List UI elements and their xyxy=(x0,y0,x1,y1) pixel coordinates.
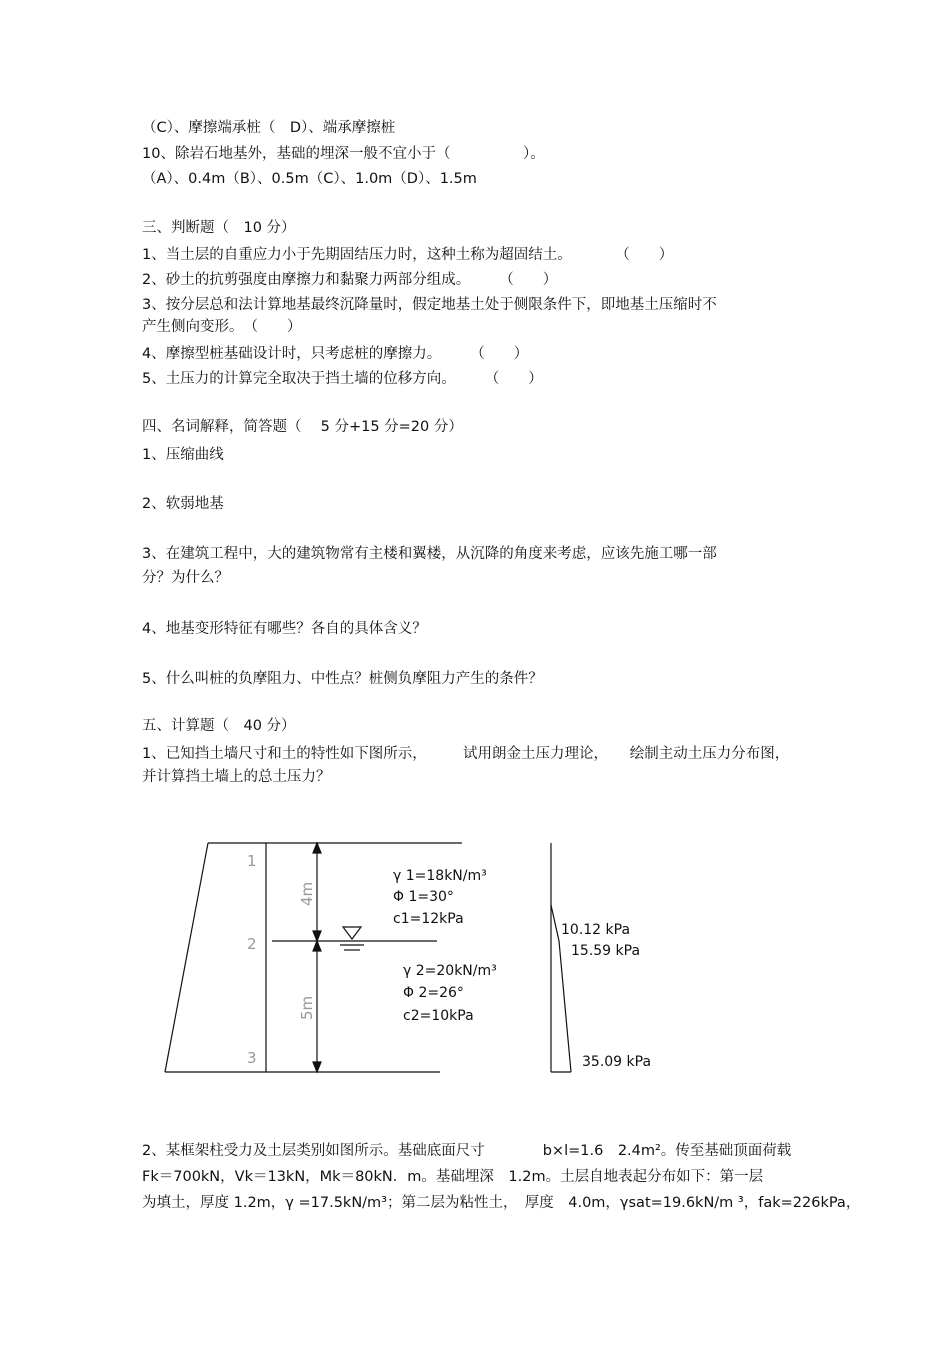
pressure-label-2: 15.59 kPa xyxy=(571,943,641,959)
short-item-3: 3、在建筑工程中，大的建筑物常有主楼和翼楼，从沉降的角度来考虑，应该先施工哪一部 xyxy=(142,546,717,562)
layer1-gamma: γ 1=18kN/m³ xyxy=(393,868,487,884)
judge-item-5: 5、土压力的计算完全取决于挡土墙的位移方向。 （ ） xyxy=(142,371,543,387)
layer2-c: c2=10kPa xyxy=(403,1008,474,1024)
calc-q2-line3: 为填土，厚度 1.2m，γ =17.5kN/m³；第二层为粘性土， 厚度 4.0m，γsat=19.6kN/m ³，fak=226kPa， xyxy=(142,1195,861,1211)
dim-arrow-top xyxy=(313,843,321,853)
dim-arrow-bottom xyxy=(313,1062,321,1072)
pressure-label-1: 10.12 kPa xyxy=(561,922,631,938)
judge-item-3-cont: 产生侧向变形。 （ ） xyxy=(142,319,302,335)
calc-q2-line1: 2、某框架柱受力及土层类别如图所示。基础底面尺寸 b×l=1.6 2.4m²。传至基础顶面荷载 xyxy=(142,1143,792,1159)
point-label-2: 2 xyxy=(247,935,257,953)
section3-title: 三、判断题（ 10 分） xyxy=(142,220,296,236)
dim-label-upper: 4m xyxy=(298,881,316,906)
q10-options: （A）、0.4m（B）、0.5m（C）、1.0m（D）、1.5m xyxy=(142,171,477,187)
short-item-5: 5、什么叫桩的负摩阻力、中性点？桩侧负摩阻力产生的条件？ xyxy=(142,671,543,687)
wall-back-line xyxy=(165,843,208,1072)
short-item-4: 4、地基变形特征有哪些？各自的具体含义？ xyxy=(142,621,427,637)
pressure-label-3: 35.09 kPa xyxy=(582,1054,652,1070)
prev-options: （C）、摩擦端承桩（ D）、端承摩擦桩 xyxy=(142,120,396,136)
calc-q1-line2: 并计算挡土墙上的总土压力？ xyxy=(142,769,331,785)
judge-item-1: 1、当土层的自重应力小于先期固结压力时，这种土称为超固结土。 （ ） xyxy=(142,247,674,263)
q10-stem: 10、除岩石地基外，基础的埋深一般不宜小于（ ）。 xyxy=(142,146,545,162)
section5-title: 五、计算题（ 40 分） xyxy=(142,718,296,734)
dim-label-lower: 5m xyxy=(298,995,316,1020)
layer1-c: c1=12kPa xyxy=(393,911,464,927)
calc-q2-line2: Fk＝700kN，Vk＝13kN，Mk＝80kN．m。基础埋深 1.2m。土层自地表起分布如下：第一层 xyxy=(142,1169,764,1185)
calc-q1-line1: 1、已知挡土墙尺寸和土的特性如下图所示， 试用朗金土压力理论， 绘制主动土压力分布图， xyxy=(142,746,790,762)
short-item-3-cont: 分？为什么？ xyxy=(142,570,229,586)
section4-title: 四、名词解释，简答题（ 5 分+15 分=20 分） xyxy=(142,419,463,435)
judge-item-2: 2、砂土的抗剪强度由摩擦力和黏聚力两部分组成。 （ ） xyxy=(142,272,558,288)
layer2-gamma: γ 2=20kN/m³ xyxy=(403,963,497,979)
layer2-phi: Φ 2=26° xyxy=(403,985,464,1001)
term-item-1: 1、压缩曲线 xyxy=(142,447,224,463)
layer1-phi: Φ 1=30° xyxy=(393,889,454,905)
judge-item-4: 4、摩擦型桩基础设计时，只考虑桩的摩擦力。 （ ） xyxy=(142,346,529,362)
term-item-2: 2、软弱地基 xyxy=(142,496,224,512)
judge-item-3: 3、按分层总和法计算地基最终沉降量时，假定地基土处于侧限条件下，即地基土压缩时不 xyxy=(142,297,717,313)
dim-arrow-mid-down xyxy=(313,941,321,951)
point-label-1: 1 xyxy=(247,852,257,870)
water-level-icon xyxy=(343,927,361,939)
point-label-3: 3 xyxy=(247,1049,257,1067)
